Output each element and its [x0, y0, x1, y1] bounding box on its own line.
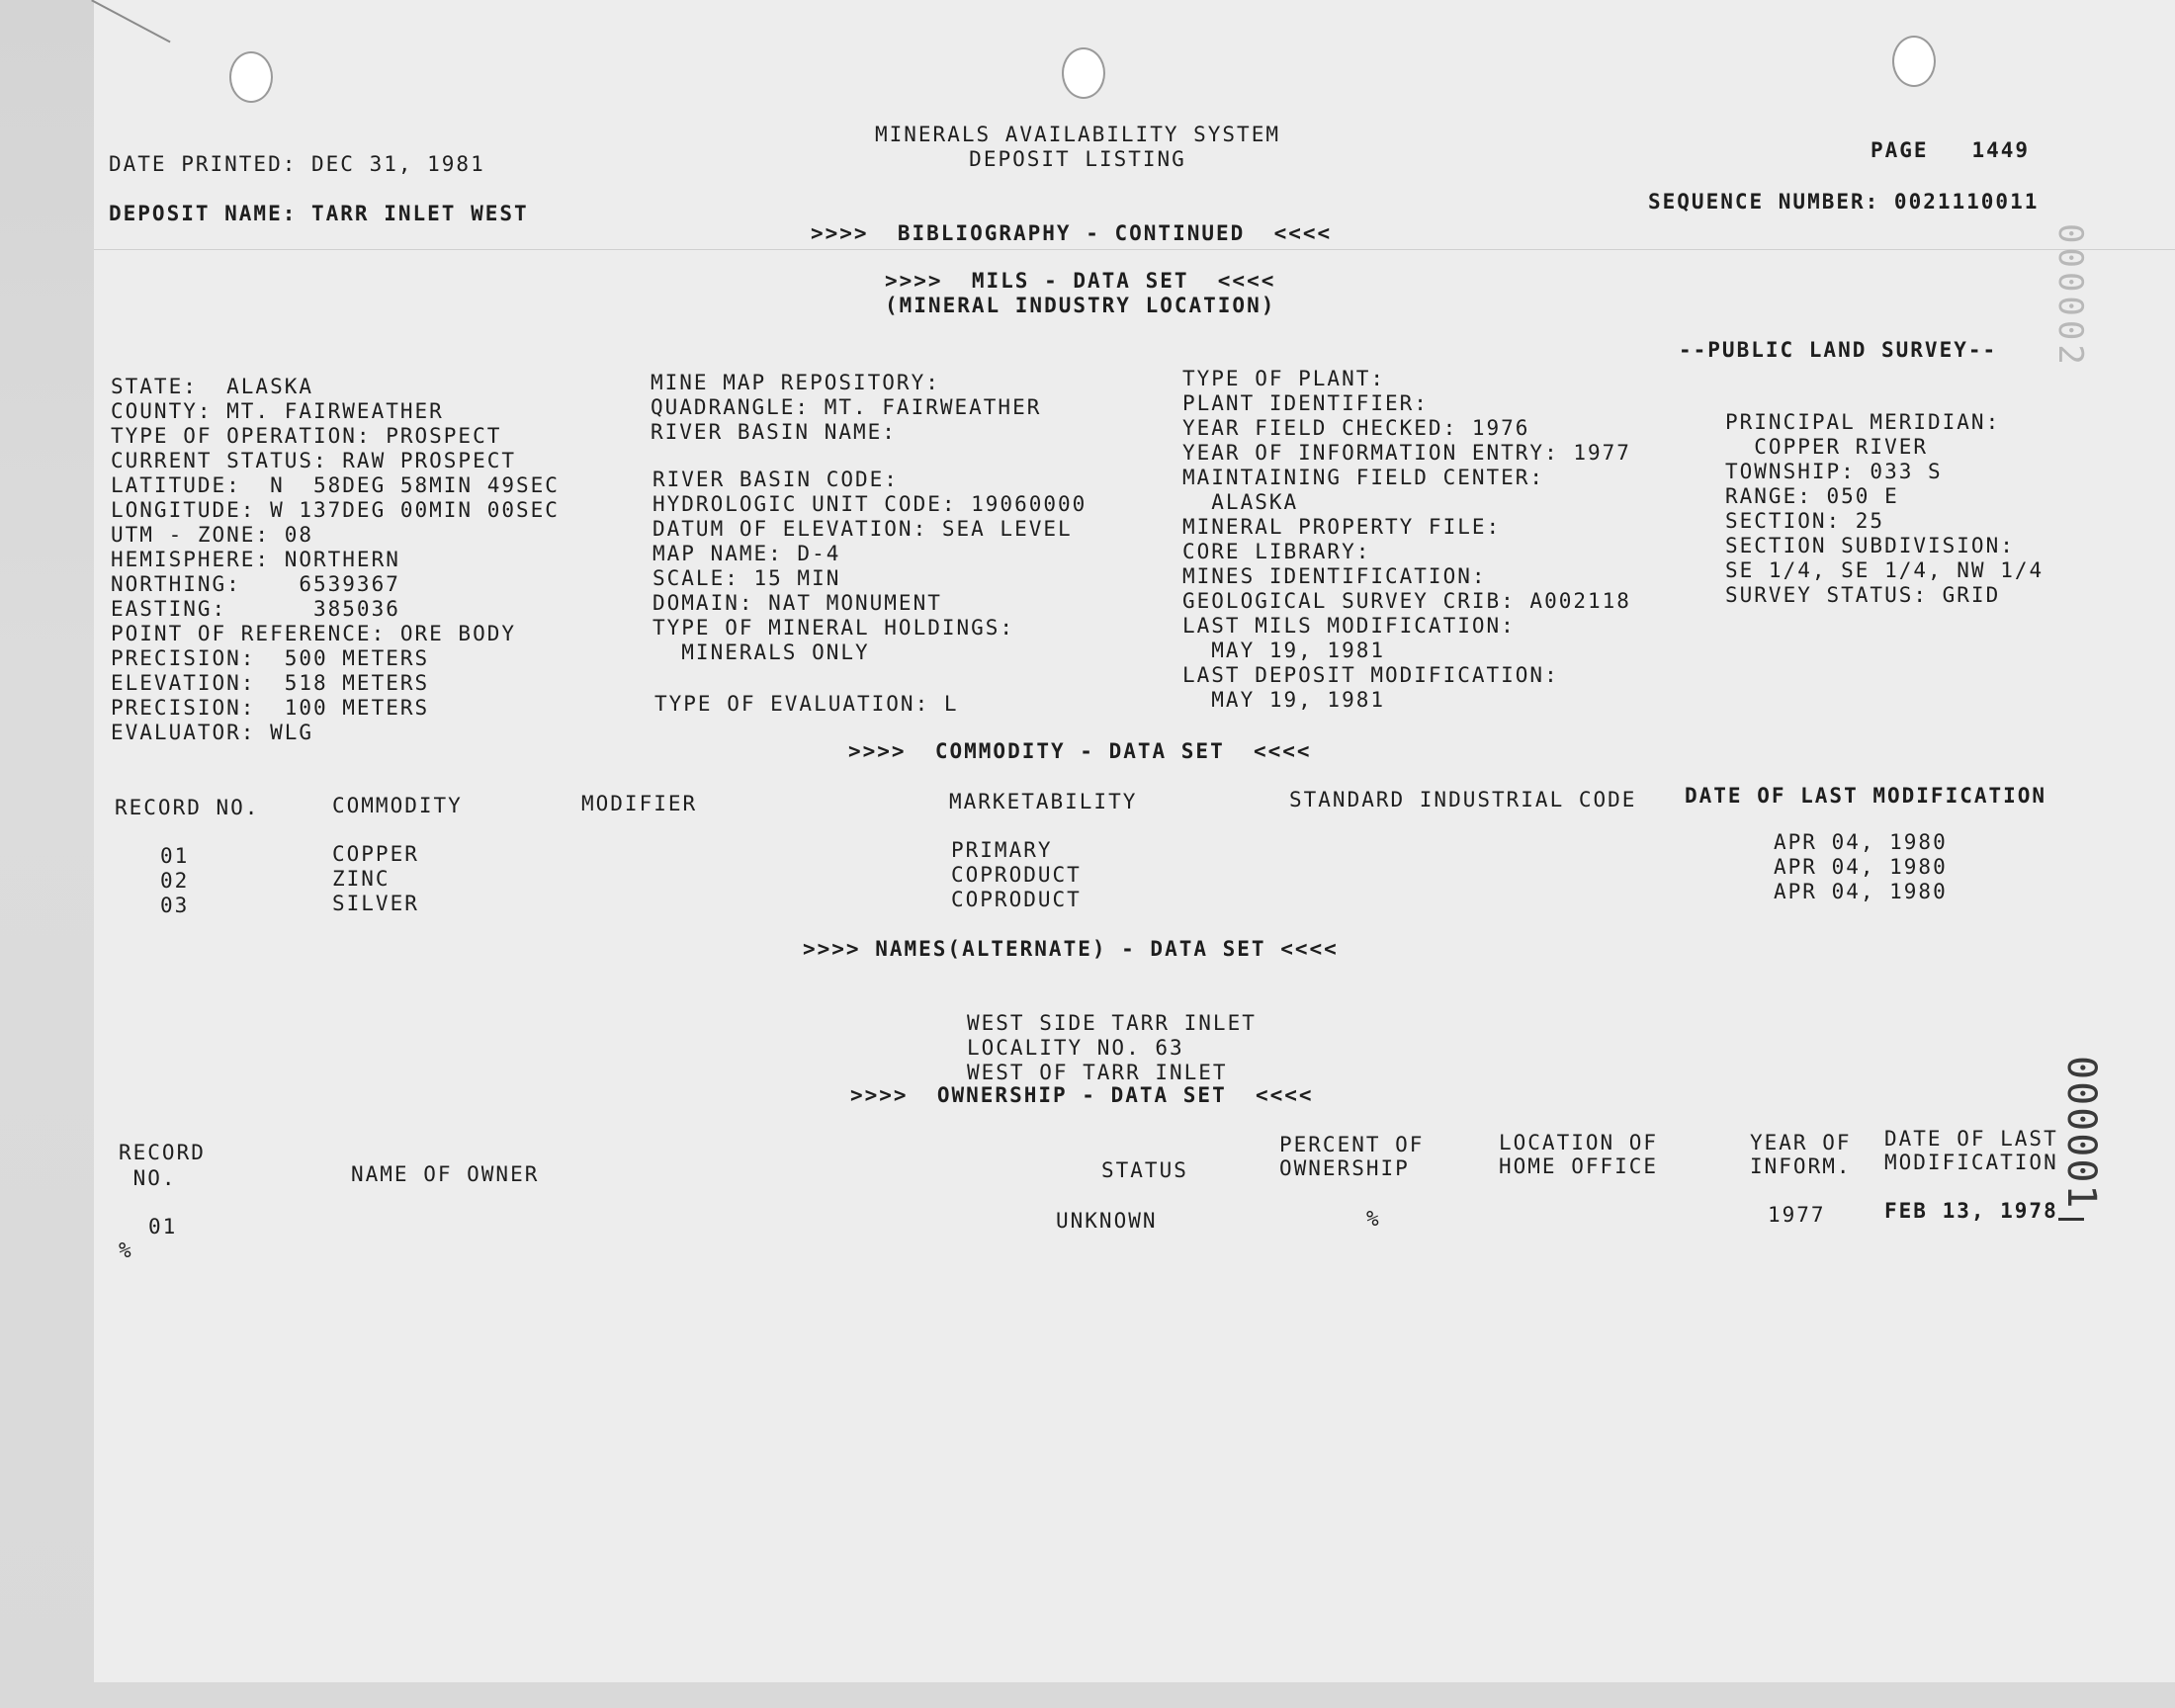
field-line: TOWNSHIP: 033 S [1725, 460, 1943, 483]
field-line: PRINCIPAL MERIDIAN: [1725, 410, 2001, 434]
field-line: SECTION: 25 [1725, 509, 1885, 533]
field-line: SURVEY STATUS: GRID [1725, 583, 2001, 607]
field-line: LAST MILS MODIFICATION: [1182, 614, 1516, 638]
field-line: MAY 19, 1981 [1182, 688, 1386, 712]
field-line: RIVER BASIN NAME: [651, 420, 897, 444]
own-col-date-1: DATE OF LAST [1884, 1127, 2058, 1151]
own-col-location-2: HOME OFFICE [1499, 1154, 1659, 1178]
punch-hole-center [1062, 47, 1105, 99]
own-col-location-1: LOCATION OF [1499, 1131, 1659, 1154]
field-line: ELEVATION: 518 METERS [111, 671, 430, 695]
field-line: SCALE: 15 MIN [652, 566, 841, 590]
commodity-date: APR 04, 1980 [1774, 830, 1948, 854]
field-line: YEAR FIELD CHECKED: 1976 [1182, 416, 1530, 440]
field-line: DATUM OF ELEVATION: SEA LEVEL [652, 517, 1073, 541]
col-header-date-modified: DATE OF LAST MODIFICATION [1685, 784, 2047, 808]
ownership-record: 01 [148, 1215, 178, 1238]
ownership-percent: % [1366, 1207, 1381, 1231]
mils-column-1 [111, 350, 560, 770]
commodity-date: APR 04, 1980 [1774, 880, 1948, 903]
field-line: STATE: ALASKA [111, 375, 314, 398]
field-line: EVALUATOR: WLG [111, 721, 314, 744]
field-line: PRECISION: 100 METERS [111, 696, 430, 720]
commodity-name: COPPER [332, 842, 419, 866]
mils-column-2-bottom [652, 443, 1087, 690]
field-line: LONGITUDE: W 137DEG 00MIN 00SEC [111, 498, 560, 522]
field-line: COUNTY: MT. FAIRWEATHER [111, 399, 444, 423]
own-col-percent-1: PERCENT OF [1279, 1133, 1425, 1156]
commodity-marketability: COPRODUCT [951, 888, 1082, 911]
col-header-sic: STANDARD INDUSTRIAL CODE [1289, 788, 1637, 811]
field-line: UTM - ZONE: 08 [111, 523, 314, 547]
field-line: MINERAL PROPERTY FILE: [1182, 515, 1502, 539]
stamp-tick-mark [2058, 1218, 2084, 1221]
col-header-commodity: COMMODITY [332, 794, 463, 817]
commodity-date: APR 04, 1980 [1774, 855, 1948, 879]
deposit-name: DEPOSIT NAME: TARR INLET WEST [109, 202, 529, 225]
commodity-name: ZINC [332, 867, 391, 891]
field-line: CURRENT STATUS: RAW PROSPECT [111, 449, 517, 472]
field-line: MAINTAINING FIELD CENTER: [1182, 466, 1545, 489]
own-col-status: STATUS [1101, 1158, 1188, 1182]
field-line: MAP NAME: D-4 [652, 542, 841, 565]
type-of-evaluation: TYPE OF EVALUATION: L [654, 692, 959, 716]
own-col-owner: NAME OF OWNER [351, 1162, 540, 1186]
commodity-record: 03 [160, 894, 190, 917]
col-header-modifier: MODIFIER [581, 792, 698, 815]
ownership-year: 1977 [1768, 1203, 1826, 1227]
field-line: SE 1/4, SE 1/4, NW 1/4 [1725, 558, 2044, 582]
public-land-survey-heading: --PUBLIC LAND SURVEY-- [1679, 338, 1998, 362]
trailing-percent: % [119, 1238, 133, 1262]
field-line: DOMAIN: NAT MONUMENT [652, 591, 942, 615]
field-line: RANGE: 050 E [1725, 484, 1899, 508]
field-line: RIVER BASIN CODE: [652, 468, 899, 491]
alternate-name: WEST OF TARR INLET [967, 1061, 1228, 1084]
own-col-year-1: YEAR OF [1750, 1131, 1852, 1154]
punch-hole-left [229, 51, 273, 103]
field-line: NORTHING: 6539367 [111, 572, 400, 596]
col-header-record-no: RECORD NO. [115, 796, 260, 819]
field-line: PRECISION: 500 METERS [111, 646, 430, 670]
mils-column-4 [1725, 385, 2044, 633]
punch-hole-right [1892, 36, 1936, 87]
sequence-number: SEQUENCE NUMBER: 0021110011 [1648, 190, 2040, 214]
col-header-marketability: MARKETABILITY [949, 790, 1138, 813]
field-line: ALASKA [1182, 490, 1299, 514]
page-number: PAGE 1449 [1870, 138, 2031, 162]
commodity-heading: >>>> COMMODITY - DATA SET <<<< [848, 739, 1312, 763]
commodity-record: 02 [160, 869, 190, 893]
mils-subheading: (MINERAL INDUSTRY LOCATION) [885, 294, 1276, 317]
field-line: PLANT IDENTIFIER: [1182, 391, 1429, 415]
own-col-year-2: INFORM. [1750, 1154, 1852, 1178]
own-col-percent-2: OWNERSHIP [1279, 1156, 1410, 1180]
field-line: LATITUDE: N 58DEG 58MIN 49SEC [111, 473, 560, 497]
ownership-date: FEB 13, 1978 [1884, 1199, 2058, 1223]
date-printed: DATE PRINTED: DEC 31, 1981 [109, 152, 485, 176]
own-col-record-1: RECORD [119, 1141, 206, 1164]
commodity-name: SILVER [332, 892, 419, 915]
field-line: QUADRANGLE: MT. FAIRWEATHER [651, 395, 1042, 419]
listing-title: DEPOSIT LISTING [969, 147, 1186, 171]
field-line: EASTING: 385036 [111, 597, 400, 621]
system-title: MINERALS AVAILABILITY SYSTEM [874, 123, 1280, 146]
alternate-name: LOCALITY NO. 63 [967, 1036, 1184, 1060]
field-line: MINERALS ONLY [652, 640, 870, 664]
commodity-marketability: PRIMARY [951, 838, 1053, 862]
field-line: LAST DEPOSIT MODIFICATION: [1182, 663, 1559, 687]
field-line: TYPE OF PLANT: [1182, 367, 1386, 390]
ownership-heading: >>>> OWNERSHIP - DATA SET <<<< [850, 1083, 1314, 1107]
field-line: POINT OF REFERENCE: ORE BODY [111, 622, 517, 645]
own-col-date-2: MODIFICATION [1884, 1151, 2058, 1174]
field-line: HYDROLOGIC UNIT CODE: 19060000 [652, 492, 1088, 516]
field-line: GEOLOGICAL SURVEY CRIB: A002118 [1182, 589, 1631, 613]
ownership-status: UNKNOWN [1056, 1209, 1158, 1233]
commodity-record: 01 [160, 844, 190, 868]
bibliography-heading: >>>> BIBLIOGRAPHY - CONTINUED <<<< [811, 221, 1333, 245]
commodity-marketability: COPRODUCT [951, 863, 1082, 887]
header-divider [94, 249, 2175, 250]
field-line: COPPER RIVER [1725, 435, 1929, 459]
own-col-record-2: NO. [119, 1166, 177, 1190]
field-line: SECTION SUBDIVISION: [1725, 534, 2015, 557]
mils-column-3 [1182, 342, 1631, 737]
alternate-name: WEST SIDE TARR INLET [967, 1011, 1257, 1035]
field-line: HEMISPHERE: NORTHERN [111, 548, 400, 571]
margin-stamp-dark: 000001 [2058, 1056, 2104, 1211]
margin-stamp-light: 000002 [2050, 223, 2090, 369]
field-line: TYPE OF OPERATION: PROSPECT [111, 424, 502, 448]
field-line: YEAR OF INFORMATION ENTRY: 1977 [1182, 441, 1631, 465]
field-line: CORE LIBRARY: [1182, 540, 1371, 563]
field-line: MINES IDENTIFICATION: [1182, 564, 1487, 588]
field-line: MAY 19, 1981 [1182, 639, 1386, 662]
field-line: TYPE OF MINERAL HOLDINGS: [652, 616, 1015, 640]
field-line: MINE MAP REPOSITORY: [651, 371, 940, 394]
names-heading: >>>> NAMES(ALTERNATE) - DATA SET <<<< [803, 937, 1339, 961]
mils-heading: >>>> MILS - DATA SET <<<< [885, 269, 1276, 293]
